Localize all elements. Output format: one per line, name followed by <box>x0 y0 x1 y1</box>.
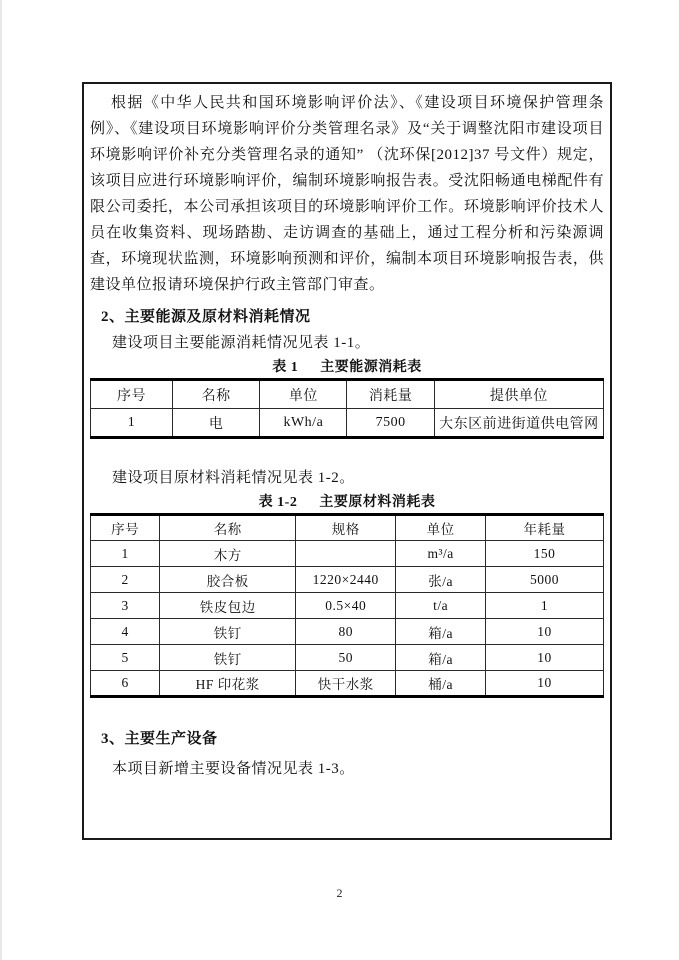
materials-table-caption-label: 表 1-2 <box>258 495 298 510</box>
table-cell: 1 <box>91 409 173 438</box>
table-cell: 150 <box>485 541 603 567</box>
table-header-cell: 序号 <box>91 515 160 541</box>
table-row <box>91 567 604 593</box>
table-cell: 桶/a <box>396 671 486 697</box>
materials-table-body <box>91 541 604 697</box>
table-cell: 7500 <box>347 409 434 438</box>
table-header-cell: 消耗量 <box>347 380 434 409</box>
table-cell: 10 <box>485 619 603 645</box>
table-cell: 5000 <box>485 567 603 593</box>
table-cell: 电 <box>173 409 260 438</box>
table-header-cell: 单位 <box>260 380 347 409</box>
section-heading-energy: 2、主要能源及原材料消耗情况 <box>101 309 311 325</box>
table-cell: 1220×2440 <box>296 567 396 593</box>
table-cell: 大东区前进街道供电管网 <box>434 409 603 438</box>
table-cell: 快干水浆 <box>296 671 396 697</box>
table-cell: 张/a <box>396 567 486 593</box>
materials-table-caption <box>90 493 604 513</box>
table-row <box>91 541 604 567</box>
energy-table-caption <box>90 358 604 378</box>
table-row <box>91 593 604 619</box>
document-frame <box>82 82 612 840</box>
page-number: 2 <box>336 886 343 900</box>
lead-materials-table: 建设项目原材料消耗情况见表 1-2。 <box>112 470 355 486</box>
scan-artifact <box>0 0 2 960</box>
table-cell: 铁钉 <box>160 619 296 645</box>
table-cell: m³/a <box>396 541 486 567</box>
table-cell: 铁钉 <box>160 645 296 671</box>
table-cell: 铁皮包边 <box>160 593 296 619</box>
lead-energy-table: 建设项目主要能源消耗情况见表 1-1。 <box>112 335 371 351</box>
table-header-cell: 年耗量 <box>485 515 603 541</box>
table-cell: 木方 <box>160 541 296 567</box>
energy-table-caption-label: 表 1 <box>272 360 299 375</box>
table-cell: 5 <box>91 645 160 671</box>
table-row <box>91 671 604 697</box>
table-cell: 箱/a <box>396 619 486 645</box>
table-cell: 1 <box>485 593 603 619</box>
table-cell: kWh/a <box>260 409 347 438</box>
energy-table-header-row <box>91 380 604 409</box>
table-row <box>91 645 604 671</box>
materials-table-caption-title: 主要原材料消耗表 <box>319 495 436 510</box>
table-cell: 10 <box>485 671 603 697</box>
table-cell: t/a <box>396 593 486 619</box>
table-cell: 箱/a <box>396 645 486 671</box>
table-header-cell: 名称 <box>160 515 296 541</box>
table-cell: 1 <box>91 541 160 567</box>
table-cell: 50 <box>296 645 396 671</box>
table-row <box>91 409 604 438</box>
table-header-cell: 名称 <box>173 380 260 409</box>
lead-equipment-table: 本项目新增主要设备情况见表 1-3。 <box>112 761 355 777</box>
table-header-cell: 规格 <box>296 515 396 541</box>
table-cell: 6 <box>91 671 160 697</box>
table-cell: 3 <box>91 593 160 619</box>
table-header-cell: 序号 <box>91 380 173 409</box>
energy-consumption-table <box>90 378 604 439</box>
table-cell: 2 <box>91 567 160 593</box>
intro-paragraph: 根据《中华人民共和国环境影响评价法》、《建设项目环境保护管理条例》、《建设项目环境影响评价分类管理名录》及“关于调整沈阳市建设项目环境影响评价补充分类管理名录的通知” （沈环保[2012]37 号文件）规定，该项目应进行环境影响评价，编制环境影响报告表。受沈阳畅通电梯配件有限公司委托，本公司承担该项目的环境影响评价工作。环境影响评价技术人员在收集资料、现场踏勘、走访调查的基础上，通过工程分析和污染源调查，环境现状监测，环境影响预测和评价，编制本项目环境影响报告表，供建设单位报请环境保护行政主管部门审查。 <box>90 95 604 293</box>
table-cell: 4 <box>91 619 160 645</box>
energy-table-caption-title: 主要能源消耗表 <box>320 360 422 375</box>
table-cell: 0.5×40 <box>296 593 396 619</box>
table-cell <box>296 541 396 567</box>
table-cell: 胶合板 <box>160 567 296 593</box>
materials-table-header-row <box>91 515 604 541</box>
table-cell: HF 印花浆 <box>160 671 296 697</box>
energy-table-body <box>91 409 604 438</box>
table-header-cell: 提供单位 <box>434 380 603 409</box>
raw-materials-table <box>90 513 604 698</box>
table-header-cell: 单位 <box>396 515 486 541</box>
table-cell: 80 <box>296 619 396 645</box>
table-cell: 10 <box>485 645 603 671</box>
table-row <box>91 619 604 645</box>
section-heading-equipment: 3、主要生产设备 <box>101 731 218 747</box>
